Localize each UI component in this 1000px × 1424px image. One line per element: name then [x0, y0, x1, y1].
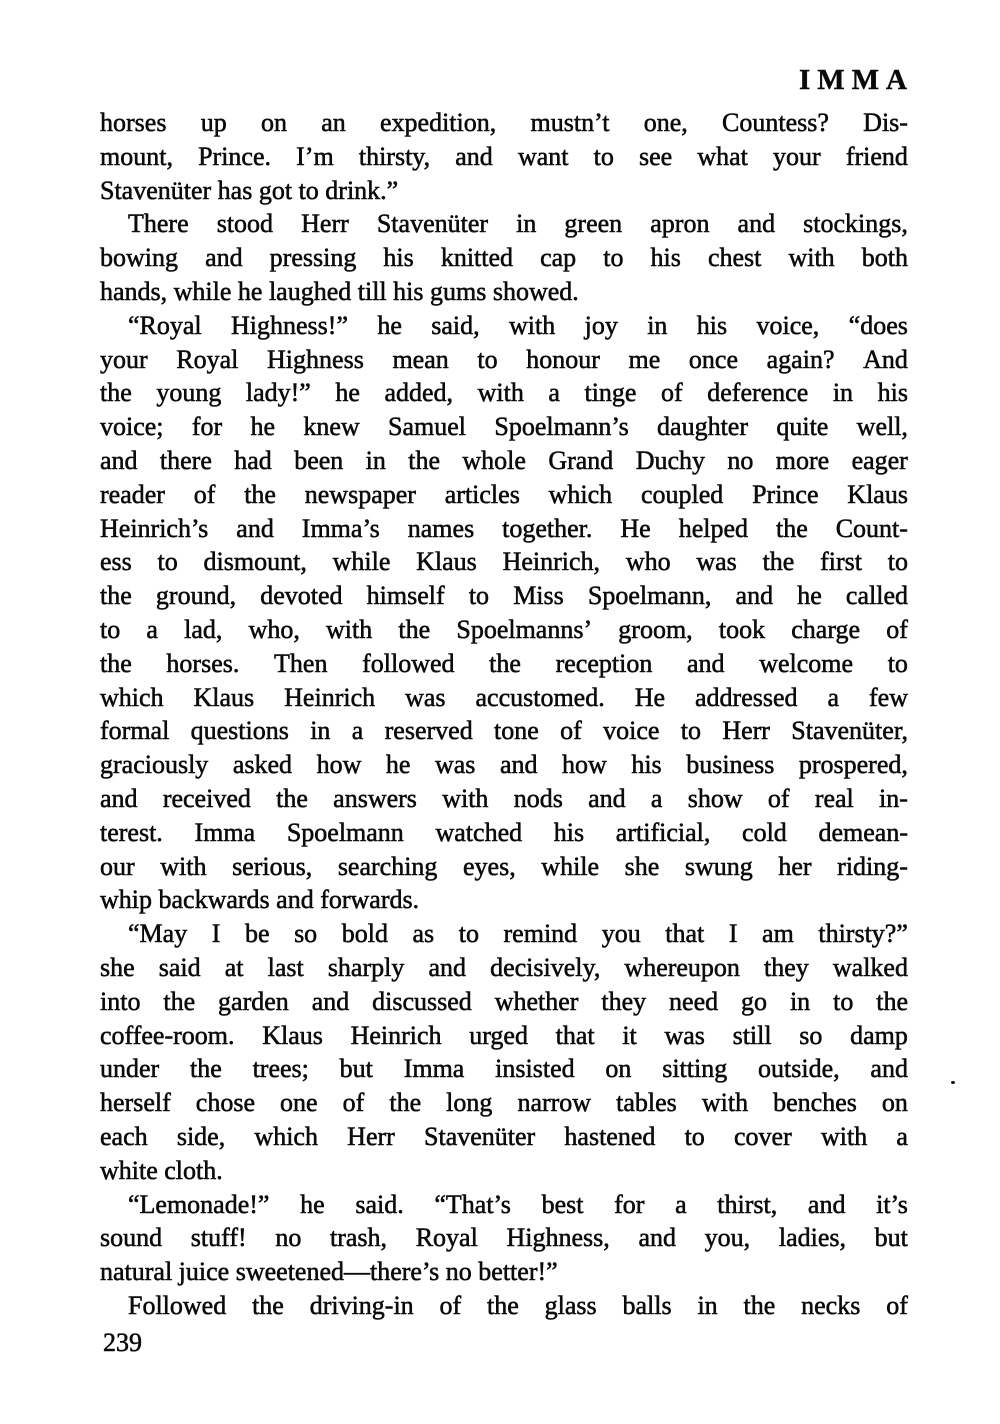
- text-line: and received the answers with nods and a show of real in-: [100, 783, 908, 813]
- text-line: Heinrich’s and Imma’s names together. He helped the Count-: [100, 513, 908, 543]
- text-line: the horses. Then followed the reception and welcome to: [100, 648, 908, 678]
- scan-speck-artifact: [951, 1081, 955, 1084]
- page-number: 239: [103, 1328, 142, 1357]
- text-line: your Royal Highness mean to honour me once again? And: [100, 344, 908, 374]
- text-line: and there had been in the whole Grand Duchy no more eager: [100, 445, 908, 475]
- text-line: the ground, devoted himself to Miss Spoelmann, and he called: [100, 581, 908, 611]
- text-block: [100, 106, 908, 1323]
- running-header-title: IMMA: [799, 64, 914, 96]
- text-line: “Lemonade!” he said. “That’s best for a thirst, and it’s: [128, 1189, 908, 1219]
- text-line: bowing and pressing his knitted cap to his chest with both: [100, 243, 908, 273]
- text-line: formal questions in a reserved tone of voice to Herr Stavenüter,: [100, 716, 908, 746]
- text-line: into the garden and discussed whether they need go in to the: [100, 986, 908, 1016]
- text-line: “May I be so bold as to remind you that I am thirsty?”: [128, 919, 908, 949]
- text-line: our with serious, searching eyes, while she swung her riding-: [100, 851, 908, 881]
- text-line: hands, while he laughed till his gums showed.: [100, 276, 579, 306]
- text-line: graciously asked how he was and how his business prospered,: [100, 750, 908, 780]
- text-line: terest. Imma Spoelmann watched his artificial, cold demean-: [100, 817, 908, 847]
- text-line: ess to dismount, while Klaus Heinrich, who was the first to: [100, 547, 908, 577]
- text-line: white cloth.: [100, 1155, 223, 1185]
- text-line: Followed the driving-in of the glass balls in the necks of: [128, 1290, 908, 1320]
- text-line: to a lad, who, with the Spoelmanns’ groom, took charge of: [100, 614, 908, 644]
- text-line: under the trees; but Imma insisted on sitting outside, and: [100, 1054, 908, 1084]
- text-line: voice; for he knew Samuel Spoelmann’s daughter quite well,: [100, 412, 908, 442]
- text-line: There stood Herr Stavenüter in green apron and stockings,: [128, 209, 908, 239]
- text-line: reader of the newspaper articles which coupled Prince Klaus: [100, 479, 908, 509]
- text-line: she said at last sharply and decisively, whereupon they walked: [100, 952, 908, 982]
- text-line: sound stuff! no trash, Royal Highness, and you, ladies, but: [100, 1223, 908, 1253]
- text-line: herself chose one of the long narrow tables with benches on: [100, 1088, 908, 1118]
- text-line: coffee-room. Klaus Heinrich urged that it was still so damp: [100, 1020, 908, 1050]
- text-line: natural juice sweetened—there’s no better!”: [100, 1257, 558, 1287]
- text-line: mount, Prince. I’m thirsty, and want to see what your friend: [100, 141, 908, 171]
- text-line: each side, which Herr Stavenüter hastened to cover with a: [100, 1121, 908, 1151]
- text-line: the young lady!” he added, with a tinge of deference in his: [100, 378, 908, 408]
- text-line: whip backwards and forwards.: [100, 885, 420, 915]
- text-line: “Royal Highness!” he said, with joy in his voice, “does: [128, 310, 908, 340]
- text-line: which Klaus Heinrich was accustomed. He addressed a few: [100, 682, 908, 712]
- text-line: horses up on an expedition, mustn’t one, Countess? Dis-: [100, 108, 908, 137]
- text-line: Stavenüter has got to drink.”: [100, 175, 399, 205]
